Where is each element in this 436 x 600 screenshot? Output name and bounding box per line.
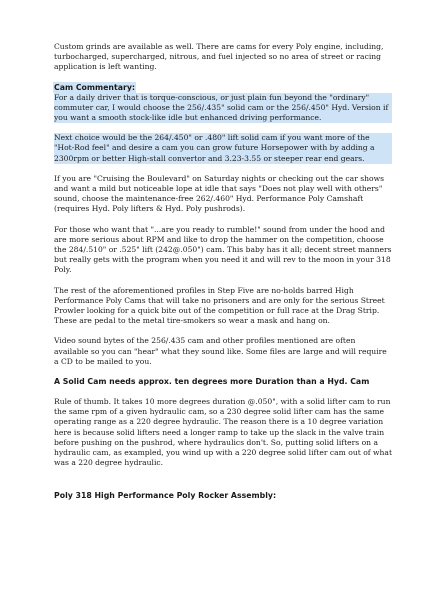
commentary-paragraph-3: If you are "Cruising the Boulevard" on Saturday nights or checking out the car shows and want a mild but noticeable lope at idle that says "Does not play well with others" sound, choose the maintenance-free 262/.460" Hyd. Performance Poly Camshaft (requires Hyd. Poly lifters & Hyd. Poly pushrods). xyxy=(54,173,384,214)
commentary-paragraph-4: For those who want that "...are you ready to rumble!" sound from under the hood and are more serious about RPM and like to drop the hammer on the competition, choose the 284/.510" or .525" lift (242@.050") cam. This baby has it all; decent street manners but really gets with the program when you need it and will rev to the moon in your 318 Poly. xyxy=(54,224,392,275)
solid-cam-heading: A Solid Cam needs approx. ten degrees more Duration than a Hyd. Cam xyxy=(54,377,370,387)
intro-paragraph: Custom grinds are available as well. There are cams for every Poly engine, including, turbocharged, supercharged, nitrous, and fuel injected so no area of street or racing application is left wanting. xyxy=(54,42,384,72)
solid-cam-paragraph: Rule of thumb. It takes 10 more degrees duration @.050", with a solid lifter cam to run the same rpm of a given hydraulic cam, so a 230 degree solid lifter cam has the same operating range as a 220 degree hydraulic. The reason there is a 10 degree variation here is because solid lifters need a longer ramp to take up the slack in the valve train before pushing on the pushrod, where hydraulics don't. So, putting solid lifters on a hydraulic cam, as exampled, you wind up with a 220 degree solid lifter cam out of what was a 220 degree hydraulic. xyxy=(54,397,392,468)
commentary-paragraph-1: For a daily driver that is torque-conscious, or just plain fun beyond the "ordinary" commuter car, I would choose the 256/.435" solid cam or the 256/.450" Hyd. Version if you want a smooth stock-like idle but enhanced driving performance. xyxy=(54,93,392,124)
cam-commentary-heading: Cam Commentary: xyxy=(54,82,136,92)
cam-commentary-block xyxy=(54,83,392,124)
commentary-paragraph-6: Video sound bytes of the 256/.435 cam and other profiles mentioned are often available so you can "hear" what they sound like. Some files are large and will require a CD to be mailed to you. xyxy=(54,336,387,366)
commentary-paragraph-2: Next choice would be the 264/.450" or .480" lift solid cam if you want more of the "Hot-Rod feel" and desire a cam you can grow future Horsepower with by adding a 2300rpm or better High-stall convertor and 3.23-3.55 or steeper rear end gears. xyxy=(54,133,392,164)
rocker-assembly-heading: Poly 318 High Performance Poly Rocker Assembly: xyxy=(54,490,277,500)
commentary-paragraph-5: The rest of the aforementioned profiles in Step Five are no-holds barred High Performance Poly Cams that will take no prisoners and are only for the serious Street Prowler looking for a quick bite out of the competition or full race at the Drag Strip. These are pedal to the metal tire-smokers so wear a mask and hang on. xyxy=(54,285,385,326)
